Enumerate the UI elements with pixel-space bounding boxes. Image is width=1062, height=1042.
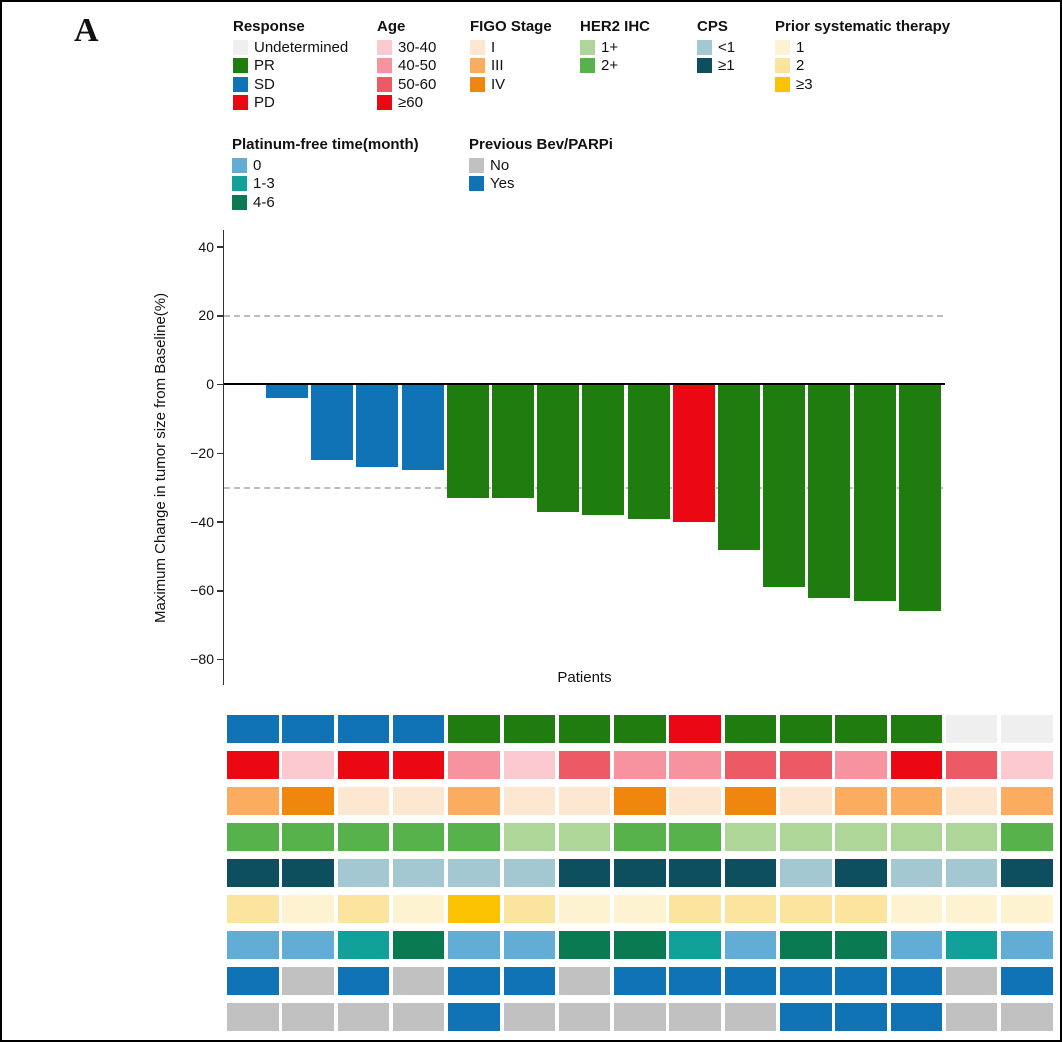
heatmap-cell: [227, 823, 279, 851]
heatmap-cell: [835, 895, 887, 923]
heatmap-cell: [725, 1003, 777, 1031]
legend-item-label: ≥60: [398, 94, 423, 112]
heatmap-cell: [891, 715, 943, 743]
heatmap-cell: [835, 823, 887, 851]
legend-swatch: [697, 40, 712, 55]
heatmap-cell: [614, 859, 666, 887]
y-tick-mark: [217, 246, 224, 248]
heatmap-cell: [891, 859, 943, 887]
heatmap-cell: [614, 1003, 666, 1031]
heatmap-cell: [448, 751, 500, 779]
heatmap-cell: [338, 931, 390, 959]
legend-item-label: 2: [796, 57, 805, 75]
heatmap-cell: [780, 823, 832, 851]
legend-item-label: 4-6: [253, 193, 275, 211]
heatmap-cell: [835, 859, 887, 887]
legend-swatch: [470, 58, 485, 73]
heatmap-cell: [780, 715, 832, 743]
heatmap-cell: [559, 1003, 611, 1031]
legend-title-figo-stage: FIGO Stage: [470, 18, 552, 35]
waterfall-bar: [763, 385, 805, 588]
heatmap-cell: [946, 859, 998, 887]
heatmap-cell: [393, 715, 445, 743]
y-tick-label: −20: [190, 444, 214, 461]
reference-line-20: [224, 315, 943, 317]
heatmap-cell: [504, 931, 556, 959]
legend-item-label: PR: [254, 57, 275, 75]
heatmap-cell: [891, 751, 943, 779]
legend-group-platinum-free-time-month: [232, 136, 419, 211]
heatmap-cell: [725, 859, 777, 887]
y-tick-mark: [217, 384, 224, 386]
legend-item-label: No: [490, 157, 510, 174]
legend-item-label: ≥3: [796, 75, 813, 93]
heatmap-cell: [338, 967, 390, 995]
heatmap-cell: [282, 931, 334, 959]
legend-item-label: <1: [718, 39, 736, 56]
heatmap-cell: [1001, 895, 1053, 923]
legend-swatch: [470, 40, 485, 55]
heatmap-cell: [614, 931, 666, 959]
legend-title-previous-bev-parpi: Previous Bev/PARPi: [469, 136, 613, 153]
heatmap-cell: [891, 823, 943, 851]
heatmap-cell: [282, 859, 334, 887]
heatmap-cell: [448, 1003, 500, 1031]
heatmap-cell: [1001, 787, 1053, 815]
legend-group-response: [233, 18, 349, 112]
zero-baseline: [224, 383, 945, 385]
heatmap-cell: [393, 967, 445, 995]
legend-title-response: Response: [233, 18, 305, 35]
y-tick-mark: [217, 315, 224, 317]
waterfall-bar: [266, 385, 308, 399]
heatmap-cell: [448, 895, 500, 923]
heatmap-cell: [559, 895, 611, 923]
heatmap-cell: [614, 715, 666, 743]
heatmap-cell: [725, 931, 777, 959]
waterfall-bar: [492, 385, 534, 498]
heatmap-cell: [559, 859, 611, 887]
heatmap-cell: [946, 715, 998, 743]
waterfall-bar: [854, 385, 896, 602]
heatmap-cell: [1001, 931, 1053, 959]
heatmap-cell: [393, 1003, 445, 1031]
legend-swatch: [233, 40, 248, 55]
heatmap-cell: [725, 895, 777, 923]
heatmap-cell: [559, 823, 611, 851]
heatmap-cell: [227, 787, 279, 815]
heatmap-cell: [1001, 1003, 1053, 1031]
heatmap-cell: [780, 931, 832, 959]
legend-item-label: 1: [796, 39, 805, 56]
legend-title-platinum-free-time-month: Platinum-free time(month): [232, 136, 419, 153]
y-tick-label: 20: [198, 307, 214, 324]
heatmap-cell: [338, 823, 390, 851]
heatmap-cell: [835, 751, 887, 779]
heatmap-cell: [669, 751, 721, 779]
waterfall-bar: [402, 385, 444, 471]
legend-swatch: [232, 195, 247, 210]
heatmap-cell: [891, 931, 943, 959]
heatmap-cell: [835, 967, 887, 995]
heatmap-cell: [835, 715, 887, 743]
legend-swatch: [775, 58, 790, 73]
heatmap-cell: [780, 859, 832, 887]
legend-item-label: ≥1: [718, 57, 735, 75]
heatmap-cell: [669, 787, 721, 815]
waterfall-bar: [808, 385, 850, 598]
heatmap-cell: [227, 859, 279, 887]
heatmap-cell: [725, 967, 777, 995]
legend-swatch: [377, 77, 392, 92]
heatmap-cell: [835, 931, 887, 959]
legend-swatch: [470, 77, 485, 92]
legend-item-label: PD: [254, 94, 275, 112]
waterfall-bar: [447, 385, 489, 498]
legend-item-label: 40-50: [398, 57, 437, 75]
waterfall-bar: [673, 385, 715, 523]
heatmap-cell: [946, 787, 998, 815]
waterfall-bar: [356, 385, 398, 468]
legend-swatch: [377, 95, 392, 110]
heatmap-cell: [669, 931, 721, 959]
legend-title-age: Age: [377, 18, 406, 35]
legend-item-label: Yes: [490, 175, 515, 193]
heatmap-cell: [725, 751, 777, 779]
legend-item-label: 30-40: [398, 39, 437, 56]
heatmap-cell: [448, 967, 500, 995]
heatmap-cell: [725, 715, 777, 743]
legend-title-cps: CPS: [697, 18, 728, 35]
heatmap-cell: [891, 1003, 943, 1031]
heatmap-cell: [669, 859, 721, 887]
legend-group-previous-bev-parpi: [469, 136, 613, 193]
legend-swatch: [580, 40, 595, 55]
heatmap-cell: [338, 715, 390, 743]
heatmap-cell: [504, 859, 556, 887]
legend-swatch: [233, 77, 248, 92]
heatmap-cell: [393, 859, 445, 887]
legend-group-cps: [697, 18, 736, 75]
legend-group-figo-stage: [470, 18, 552, 93]
heatmap-cell: [227, 895, 279, 923]
legend-title-prior-systematic-therapy: Prior systematic therapy: [775, 18, 951, 35]
heatmap-cell: [227, 715, 279, 743]
heatmap-cell: [725, 823, 777, 851]
heatmap-cell: [1001, 859, 1053, 887]
heatmap-cell: [780, 967, 832, 995]
heatmap-cell: [448, 787, 500, 815]
legend-group-age: [377, 18, 437, 112]
y-axis-title: Maximum Change in tumor size from Baseline(%): [152, 292, 169, 623]
heatmap-cell: [559, 715, 611, 743]
heatmap-cell: [393, 931, 445, 959]
waterfall-bar: [899, 385, 941, 612]
heatmap-cell: [614, 823, 666, 851]
legend-item-label: 0: [253, 157, 262, 174]
heatmap-cell: [891, 787, 943, 815]
legend-swatch: [233, 58, 248, 73]
legend-item-label: IV: [491, 75, 506, 93]
heatmap-cell: [669, 895, 721, 923]
legend-swatch: [469, 176, 484, 191]
y-tick-mark: [217, 659, 224, 661]
heatmap-cell: [504, 715, 556, 743]
y-tick-label: −40: [190, 513, 214, 530]
heatmap-cell: [227, 967, 279, 995]
legend-swatch: [233, 95, 248, 110]
heatmap-cell: [946, 967, 998, 995]
heatmap-cell: [393, 751, 445, 779]
heatmap-cell: [780, 787, 832, 815]
heatmap-cell: [559, 751, 611, 779]
heatmap-cell: [1001, 967, 1053, 995]
x-axis-title: Patients: [557, 669, 612, 686]
heatmap-cell: [448, 931, 500, 959]
heatmap-cell: [282, 895, 334, 923]
heatmap-cell: [504, 751, 556, 779]
legend-swatch: [775, 77, 790, 92]
heatmap-cell: [1001, 751, 1053, 779]
legend-swatch: [469, 158, 484, 173]
heatmap-cell: [725, 787, 777, 815]
waterfall-bar: [537, 385, 579, 512]
waterfall-bar: [718, 385, 760, 550]
heatmap-cell: [1001, 823, 1053, 851]
heatmap-cell: [946, 751, 998, 779]
heatmap-cell: [227, 931, 279, 959]
legend-group-her2-ihc: [580, 18, 651, 75]
legend-swatch: [697, 58, 712, 73]
heatmap-cell: [282, 823, 334, 851]
waterfall-bar: [628, 385, 670, 519]
heatmap-cell: [614, 895, 666, 923]
heatmap-cell: [946, 823, 998, 851]
heatmap-cell: [338, 1003, 390, 1031]
y-tick-label: −60: [190, 582, 214, 599]
legend-item-label: 2+: [601, 57, 619, 75]
legend-swatch: [775, 40, 790, 55]
legend-group-prior-systematic-therapy: [775, 18, 951, 93]
legend-item-label: 1+: [601, 39, 619, 56]
heatmap-cell: [780, 895, 832, 923]
heatmap-cell: [448, 823, 500, 851]
heatmap-cell: [946, 931, 998, 959]
legend-item-label: III: [491, 57, 504, 75]
waterfall-bar: [582, 385, 624, 516]
heatmap-cell: [338, 859, 390, 887]
legend-swatch: [232, 158, 247, 173]
y-tick-mark: [217, 590, 224, 592]
heatmap-cell: [448, 859, 500, 887]
legend-item-label: SD: [254, 75, 275, 93]
heatmap-cell: [946, 1003, 998, 1031]
heatmap-cell: [559, 931, 611, 959]
y-tick-mark: [217, 521, 224, 523]
heatmap-cell: [282, 967, 334, 995]
legend-item-label: 50-60: [398, 75, 437, 93]
heatmap-cell: [504, 1003, 556, 1031]
legend-item-label: 1-3: [253, 175, 275, 193]
heatmap-cell: [614, 751, 666, 779]
heatmap-cell: [669, 1003, 721, 1031]
legend-item-label: Undetermined: [254, 39, 349, 56]
heatmap-cell: [835, 1003, 887, 1031]
heatmap-cell: [504, 787, 556, 815]
heatmap-cell: [282, 787, 334, 815]
y-tick-mark: [217, 453, 224, 455]
legend-swatch: [580, 58, 595, 73]
y-tick-label: 0: [206, 376, 214, 392]
heatmap-cell: [227, 1003, 279, 1031]
heatmap-cell: [1001, 715, 1053, 743]
heatmap-cell: [669, 967, 721, 995]
heatmap-cell: [891, 967, 943, 995]
heatmap-cell: [338, 895, 390, 923]
y-tick-label: 40: [198, 238, 214, 255]
heatmap-cell: [504, 823, 556, 851]
heatmap-cell: [669, 823, 721, 851]
heatmap-cell: [669, 715, 721, 743]
heatmap-cell: [448, 715, 500, 743]
heatmap-cell: [504, 895, 556, 923]
heatmap-cell: [835, 787, 887, 815]
heatmap-cell: [393, 895, 445, 923]
heatmap-cell: [780, 1003, 832, 1031]
heatmap-cell: [559, 787, 611, 815]
panel-label: A: [74, 12, 99, 49]
legend-swatch: [232, 176, 247, 191]
heatmap-cell: [282, 751, 334, 779]
legend-item-label: I: [491, 39, 496, 56]
heatmap-cell: [282, 1003, 334, 1031]
heatmap-cell: [393, 823, 445, 851]
heatmap-cell: [227, 751, 279, 779]
heatmap-cell: [780, 751, 832, 779]
y-axis-line: [223, 230, 225, 685]
heatmap-cell: [504, 967, 556, 995]
heatmap-cell: [393, 787, 445, 815]
heatmap-cell: [946, 895, 998, 923]
heatmap-cell: [338, 751, 390, 779]
heatmap-cell: [614, 967, 666, 995]
heatmap-cell: [891, 895, 943, 923]
heatmap-cell: [559, 967, 611, 995]
legend-swatch: [377, 58, 392, 73]
legend-swatch: [377, 40, 392, 55]
heatmap-cell: [614, 787, 666, 815]
legend-title-her2-ihc: HER2 IHC: [580, 18, 651, 35]
heatmap-cell: [338, 787, 390, 815]
heatmap-cell: [282, 715, 334, 743]
waterfall-bar: [311, 385, 353, 461]
y-tick-label: −80: [190, 651, 214, 667]
